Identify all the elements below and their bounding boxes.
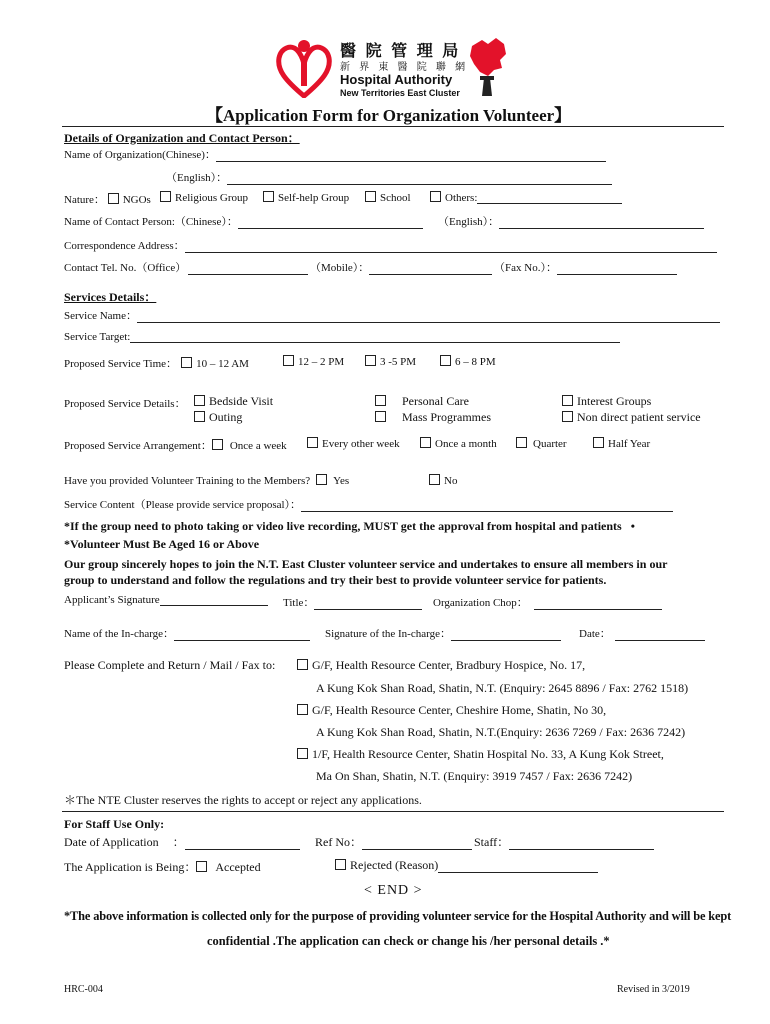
training-yes-checkbox[interactable]: [316, 474, 327, 485]
service-details-label: Proposed Service Details：: [64, 398, 186, 410]
org-name-chinese-field[interactable]: [216, 150, 606, 162]
detail-nondirect-checkbox[interactable]: [562, 411, 573, 422]
training-no: [429, 474, 457, 487]
time-3-5: [365, 355, 416, 368]
privacy-notice-line1: *The above information is collected only for the purpose of providing volunteer service for the Hospital Authority and will be kept: [64, 909, 732, 923]
tel-mobile-label: （Mobile）：: [310, 262, 370, 274]
address-shatin: [297, 747, 664, 762]
contact-person-row: [64, 213, 423, 229]
applicant-signature: [64, 594, 268, 606]
nature-religious-label: Religious Group: [175, 192, 249, 204]
chop-label: Organization Chop：: [433, 597, 528, 609]
logo-chinese-name: 醫 院 管 理 局: [340, 41, 461, 60]
rejected-label: Rejected (Reason): [350, 858, 439, 872]
service-target-label: Service Target:: [64, 331, 131, 343]
ref-no: [315, 833, 472, 850]
detail-interest-checkbox[interactable]: [562, 395, 573, 406]
arr-quarter-label: Quarter: [533, 438, 567, 450]
training-question: [64, 474, 349, 487]
time-12-2-checkbox[interactable]: [283, 355, 294, 366]
nature-selfhelp-label: Self-help Group: [278, 192, 350, 204]
logo-english-name: Hospital Authority: [340, 72, 453, 87]
detail-personal-care-label: Personal Care: [402, 394, 469, 408]
arrangement-row: [64, 437, 287, 453]
accepted-checkbox[interactable]: [196, 861, 207, 872]
address-label: Correspondence Address：: [64, 240, 185, 252]
bradbury-line2: A Kung Kok Shan Road, Shatin, N.T. (Enquiry: 2645 8896 / Fax: 2762 1518): [316, 681, 689, 695]
form-title: 【Application Form for Organization Volunteer】: [206, 106, 572, 125]
nte-cluster-map-icon: [466, 36, 510, 98]
detail-interest-label: Interest Groups: [577, 394, 652, 408]
service-time-row: [64, 355, 249, 371]
title-field[interactable]: [314, 598, 422, 610]
arr-weekly-checkbox[interactable]: [212, 439, 223, 450]
service-content-label: Service Content（Please provide service proposal）：: [64, 499, 302, 511]
address-bradbury: [297, 658, 585, 673]
section-heading-services: Services Details：: [64, 290, 157, 304]
rejected-checkbox[interactable]: [335, 859, 346, 870]
ref-no-field[interactable]: [362, 838, 472, 850]
fax-label: （Fax No.）：: [494, 262, 557, 274]
service-name-row: [64, 307, 720, 323]
time-3-5-checkbox[interactable]: [365, 355, 376, 366]
application-date-field[interactable]: [185, 838, 300, 850]
arr-weekly-label: Once a week: [229, 440, 287, 452]
return-label: Please Complete and Return / Mail / Fax to:: [64, 658, 276, 672]
incharge-name-label: Name of the In-charge：: [64, 628, 175, 640]
detail-mass: [375, 410, 491, 425]
detail-outing: [194, 410, 242, 425]
logo-chinese-cluster: 新 界 東 醫 院 聯 網: [340, 62, 469, 73]
nature-religious: [160, 191, 248, 204]
org-name-chinese: [64, 146, 606, 162]
revision-date: Revised in 3/2019: [617, 984, 690, 995]
end-marker: < END >: [364, 883, 423, 898]
note-photo-text: *If the group need to photo taking or video live recording, MUST get the approval from hospital and patients: [64, 519, 622, 533]
section-heading-organization: Details of Organization and Contact Person：: [64, 131, 300, 145]
detail-outing-checkbox[interactable]: [194, 411, 205, 422]
application-status: [64, 858, 261, 875]
contact-person-english: [438, 213, 704, 229]
nature-others-field[interactable]: [477, 192, 622, 204]
chop-row: [433, 594, 662, 610]
note-photo-approval: [64, 519, 635, 534]
training-no-checkbox[interactable]: [429, 474, 440, 485]
tel-office-field[interactable]: [188, 263, 308, 275]
contact-person-english-field[interactable]: [499, 217, 704, 229]
time-6-8: [440, 355, 496, 368]
note-age: *Volunteer Must Be Aged 16 or Above: [64, 537, 260, 551]
nature-religious-checkbox[interactable]: [160, 191, 171, 202]
incharge-name: [64, 625, 310, 641]
detail-interest: [562, 394, 651, 409]
nature-row: [64, 191, 151, 207]
staff-heading: For Staff Use Only:: [64, 817, 165, 831]
detail-mass-checkbox[interactable]: [375, 411, 386, 422]
accepted-label: Accepted: [215, 860, 261, 874]
application-date: Date of Application ：: [64, 833, 300, 850]
contact-person-english-label: （English）：: [438, 216, 500, 228]
arr-monthly-checkbox[interactable]: [420, 437, 431, 448]
cheshire-line1: G/F, Health Resource Center, Cheshire Home, Shatin, No 30,: [312, 703, 607, 717]
service-content-row: [64, 496, 673, 512]
time-10-12-checkbox[interactable]: [181, 357, 192, 368]
service-content-field[interactable]: [301, 500, 673, 512]
incharge-signature: [325, 625, 561, 641]
time-10-12-label: 10 – 12 AM: [196, 358, 249, 370]
arr-quarter: [516, 437, 567, 450]
service-time-label: Proposed Service Time：: [64, 358, 178, 370]
service-target-row: [64, 331, 620, 343]
nature-selfhelp: [263, 191, 349, 204]
address-field[interactable]: [185, 241, 717, 253]
cheshire-checkbox[interactable]: [297, 704, 308, 715]
incharge-signature-label: Signature of the In-charge：: [325, 628, 451, 640]
nature-school: [365, 191, 411, 204]
shatin-checkbox[interactable]: [297, 748, 308, 759]
nature-others-checkbox[interactable]: [430, 191, 441, 202]
applicant-signature-label: Applicant’s Signature: [64, 594, 160, 606]
org-name-english: [166, 169, 612, 185]
nature-selfhelp-checkbox[interactable]: [263, 191, 274, 202]
time-6-8-checkbox[interactable]: [440, 355, 451, 366]
time-6-8-label: 6 – 8 PM: [455, 356, 496, 368]
bradbury-line1: G/F, Health Resource Center, Bradbury Hospice, No. 17,: [312, 658, 586, 672]
staff-label: Staff：: [474, 835, 510, 849]
detail-nondirect-label: Non direct patient service: [577, 410, 701, 424]
date-row: [579, 625, 705, 641]
title-field-row: [283, 594, 422, 610]
service-name-field[interactable]: [137, 311, 720, 323]
detail-personal-care: [375, 394, 469, 409]
reserve-note: ＊The NTE Cluster reserves the rights to accept or reject any applications.: [64, 793, 422, 807]
nature-others-label: Others:: [445, 192, 478, 204]
logo-cluster-name: New Territories East Cluster: [340, 88, 460, 98]
training-no-label: No: [444, 475, 458, 487]
rejected-row: [335, 858, 598, 873]
applicant-signature-field[interactable]: [160, 594, 268, 606]
fax-field[interactable]: [557, 263, 677, 275]
time-12-2: [283, 355, 344, 368]
privacy-notice-line2: confidential .The application can check or change his /her personal details .*: [207, 934, 610, 948]
tel-office-label: Contact Tel. No.（Office）: [64, 262, 187, 274]
contact-person-label: Name of Contact Person:（Chinese）：: [64, 216, 238, 228]
arr-biweekly-label: Every other week: [322, 438, 400, 450]
staff-field[interactable]: [509, 838, 654, 850]
arr-halfyear-checkbox[interactable]: [593, 437, 604, 448]
nature-ngos-label: NGOs: [122, 194, 151, 206]
arr-halfyear-label: Half Year: [608, 438, 651, 450]
org-name-english-field[interactable]: [227, 173, 612, 185]
tel-mobile-field[interactable]: [369, 263, 492, 275]
cheshire-line2: A Kung Kok Shan Road, Shatin, N.T.(Enquiry: 2636 7269 / Fax: 2636 7242): [316, 725, 686, 739]
incharge-name-field[interactable]: [174, 629, 310, 641]
ref-no-label: Ref No：: [315, 835, 362, 849]
nature-label: Nature：: [64, 194, 105, 206]
time-3-5-label: 3 -5 PM: [380, 356, 417, 368]
shatin-line2: Ma On Shan, Shatin, N.T. (Enquiry: 3919 7457 / Fax: 2636 7242): [316, 769, 633, 783]
staff-name: [474, 833, 654, 850]
arr-biweekly-checkbox[interactable]: [307, 437, 318, 448]
nature-school-checkbox[interactable]: [365, 191, 376, 202]
rejected-reason-field[interactable]: [438, 861, 598, 873]
training-label: Have you provided Volunteer Training to the Members?: [64, 475, 311, 487]
nature-ngos-checkbox[interactable]: [108, 193, 119, 204]
status-label: The Application is Being：: [64, 860, 197, 874]
detail-nondirect: [562, 410, 701, 425]
incharge-signature-field[interactable]: [451, 629, 561, 641]
org-name-english-label: （English）：: [166, 172, 228, 184]
declaration-line1: Our group sincerely hopes to join the N.T. East Cluster volunteer service and undertakes to ensure all members in our: [64, 557, 668, 571]
staff-divider: [62, 811, 724, 812]
title-label: Title：: [283, 597, 315, 609]
contact-person-chinese-field[interactable]: [238, 217, 423, 229]
tel-office-row: [64, 259, 308, 275]
arr-biweekly: [307, 437, 400, 450]
detail-outing-label: Outing: [209, 410, 243, 424]
title-divider: [62, 126, 724, 127]
detail-bedside-checkbox[interactable]: [194, 395, 205, 406]
training-yes-label: Yes: [333, 475, 350, 487]
arr-halfyear: [593, 437, 650, 450]
fax-no: [494, 259, 677, 275]
bradbury-checkbox[interactable]: [297, 659, 308, 670]
date-label: Date：: [579, 628, 611, 640]
service-target-field[interactable]: [130, 331, 620, 343]
detail-bedside-label: Bedside Visit: [209, 394, 274, 408]
hospital-authority-heart-logo: [275, 38, 333, 98]
arrangement-label: Proposed Service Arrangement：: [64, 440, 212, 452]
arr-monthly: [420, 437, 497, 450]
detail-bedside: [194, 394, 273, 409]
arr-monthly-label: Once a month: [435, 438, 497, 450]
address-cheshire: [297, 703, 606, 718]
org-name-chinese-label: Name of Organization(Chinese)：: [64, 149, 216, 161]
bullet-icon: •: [630, 519, 635, 533]
nature-others: [430, 191, 622, 204]
application-date-label: Date of Application: [64, 835, 159, 849]
time-12-2-label: 12 – 2 PM: [298, 356, 345, 368]
detail-mass-label: Mass Programmes: [402, 410, 491, 424]
form-code: HRC-004: [64, 984, 103, 995]
declaration-line2: group to understand and follow the regulations and try their best to provide volunteer service for patients.: [64, 573, 607, 587]
shatin-line1: 1/F, Health Resource Center, Shatin Hospital No. 33, A Kung Kok Street,: [312, 747, 664, 761]
chop-field[interactable]: [534, 598, 662, 610]
arr-quarter-checkbox[interactable]: [516, 437, 527, 448]
detail-personal-care-checkbox[interactable]: [375, 395, 386, 406]
date-field[interactable]: [615, 629, 705, 641]
nature-school-label: School: [380, 192, 411, 204]
tel-mobile: [310, 259, 492, 275]
address-row: [64, 237, 717, 253]
service-name-label: Service Name：: [64, 310, 137, 322]
